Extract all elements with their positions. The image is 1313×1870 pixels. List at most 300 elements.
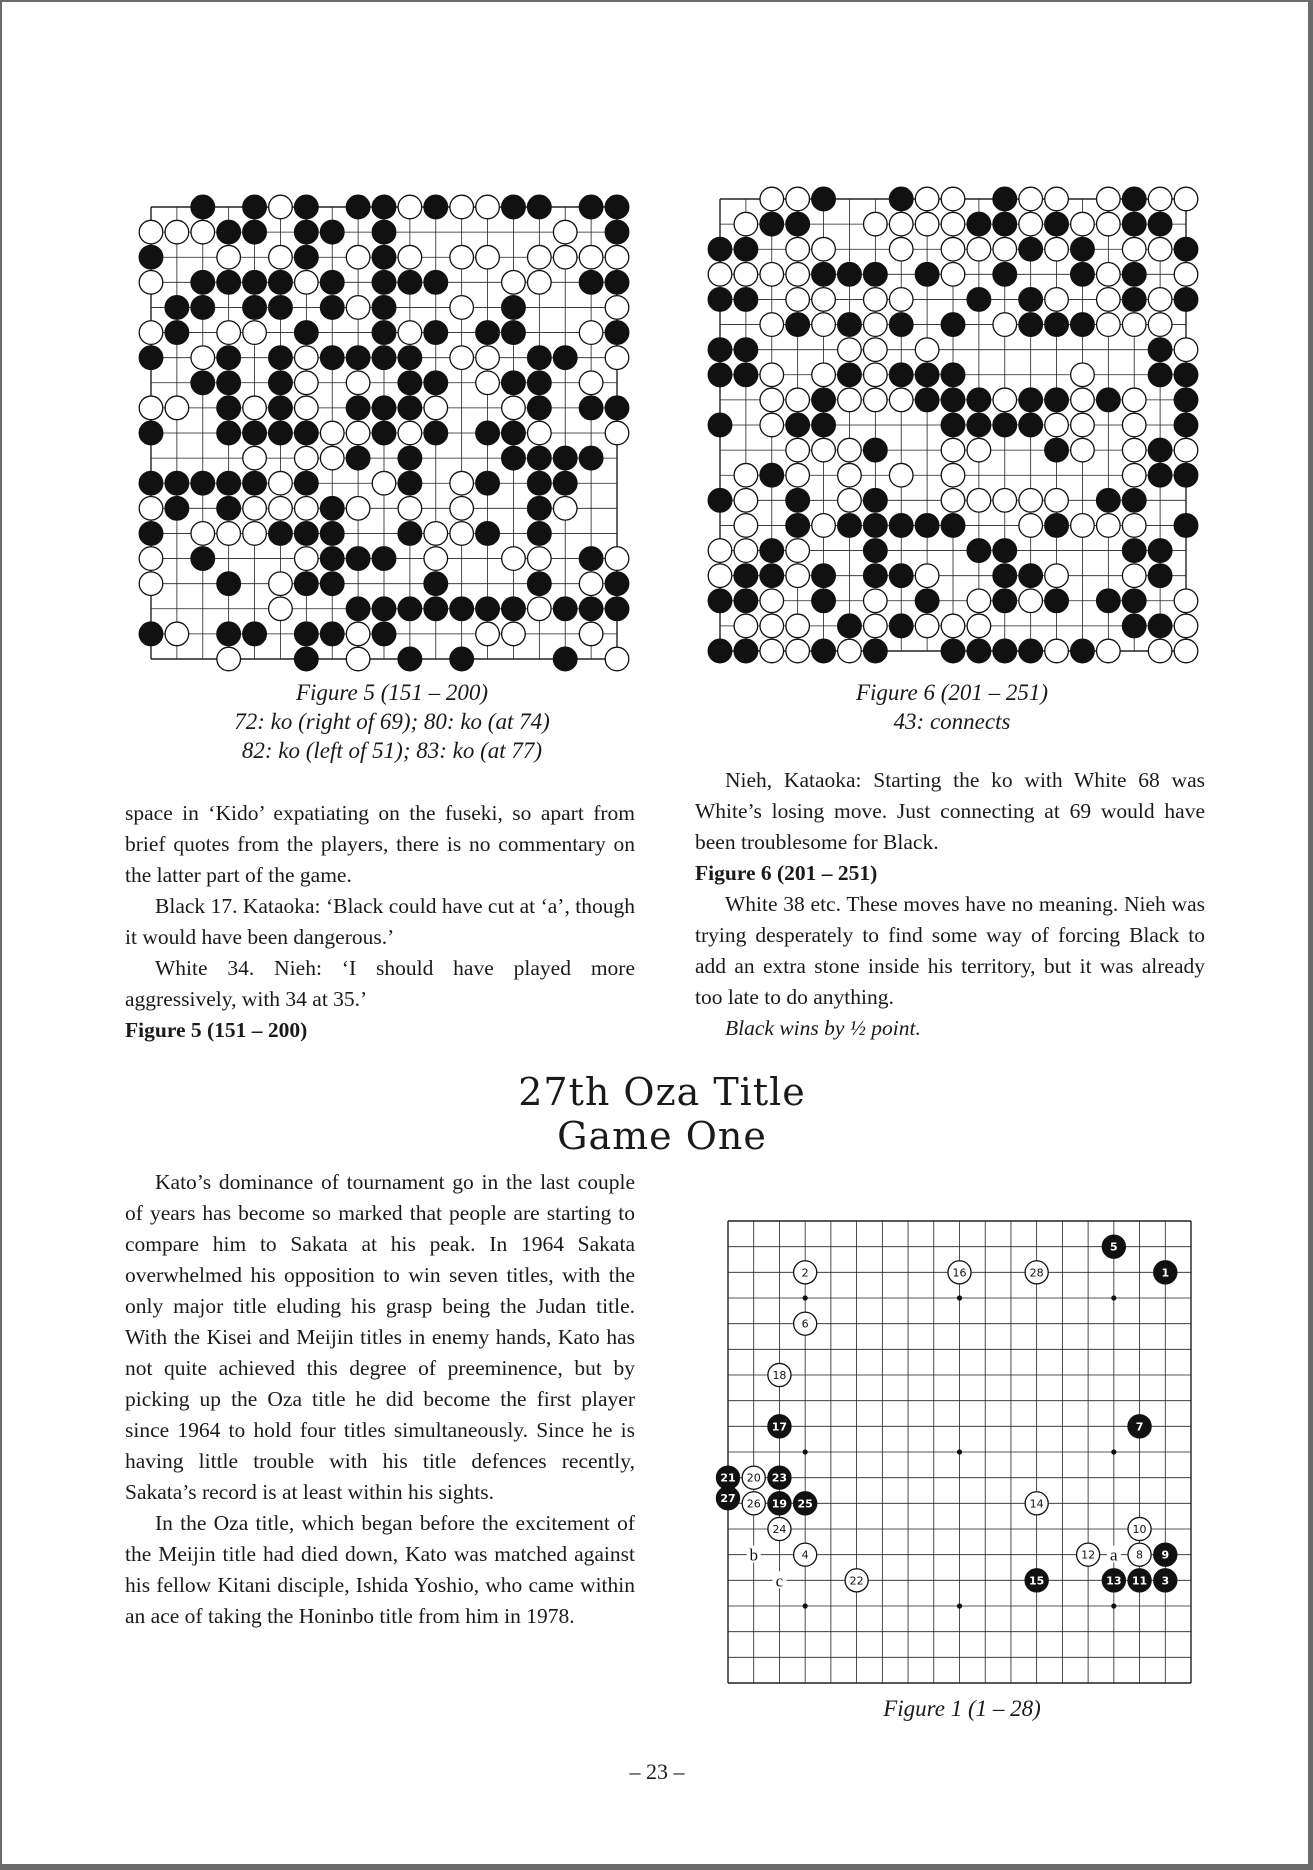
- white-stone: [1122, 463, 1146, 487]
- figure-6-caption-title: Figure 6 (201 – 251): [855, 680, 1049, 705]
- white-stone: [579, 245, 603, 269]
- black-stone: [320, 220, 344, 244]
- black-stone: [864, 263, 888, 287]
- black-stone: [708, 639, 732, 663]
- white-stone: [450, 522, 474, 546]
- white-stone: [1148, 313, 1172, 337]
- black-stone: [864, 539, 888, 563]
- black-stone: [915, 263, 939, 287]
- white-stone: [320, 446, 344, 470]
- black-stone: [320, 497, 344, 521]
- section-heading: Figure 6 (201 – 251): [695, 861, 878, 885]
- black-stone: [424, 321, 448, 345]
- black-stone: [424, 572, 448, 596]
- black-stone: [269, 421, 293, 445]
- black-stone: [372, 245, 396, 269]
- white-stone: [450, 245, 474, 269]
- black-stone: [734, 338, 758, 362]
- black-stone: [967, 413, 991, 437]
- star-point: [803, 1603, 808, 1608]
- paragraph: Black 17. Kataoka: ‘Black could have cut at ‘a’, though it would have been dangerous.’: [125, 894, 635, 949]
- white-stone: [993, 489, 1017, 513]
- white-stone: [838, 438, 862, 462]
- black-stone: [708, 413, 732, 437]
- black-stone: [1174, 237, 1198, 261]
- black-stone: [372, 220, 396, 244]
- white-stone: [786, 237, 810, 261]
- black-stone: [217, 471, 241, 495]
- black-stone: [915, 589, 939, 613]
- black-stone: [1019, 237, 1043, 261]
- white-stone: [243, 446, 267, 470]
- black-stone: [217, 421, 241, 445]
- figure-5-caption-note-2: 82: ko (left of 51); 83: ko (at 77): [241, 738, 543, 763]
- black-stone: [139, 471, 163, 495]
- black-stone: [1148, 363, 1172, 387]
- white-stone: [269, 572, 293, 596]
- white-stone: [967, 438, 991, 462]
- black-stone: [1071, 313, 1095, 337]
- black-stone: [217, 572, 241, 596]
- black-stone: [139, 522, 163, 546]
- black-stone: [372, 597, 396, 621]
- white-stone: [760, 388, 784, 412]
- white-stone: [528, 547, 552, 571]
- black-stone: [139, 421, 163, 445]
- black-stone: [217, 346, 241, 370]
- white-stone: [1122, 388, 1146, 412]
- white-stone: [1174, 438, 1198, 462]
- black-stone: [1122, 187, 1146, 211]
- black-stone: [812, 388, 836, 412]
- black-stone: [398, 346, 422, 370]
- white-stone: [346, 622, 370, 646]
- white-stone: [1045, 288, 1069, 312]
- white-stone: [269, 245, 293, 269]
- black-stone: [217, 622, 241, 646]
- black-stone: [553, 597, 577, 621]
- black-stone: [1122, 614, 1146, 638]
- black-stone: [864, 489, 888, 513]
- figure-5-caption: [177, 678, 607, 765]
- black-stone: [760, 564, 784, 588]
- black-stone: [372, 421, 396, 445]
- black-stone: [269, 296, 293, 320]
- black-stone: [320, 572, 344, 596]
- white-stone: [502, 622, 526, 646]
- black-stone: [967, 212, 991, 236]
- black-stone: [165, 497, 189, 521]
- black-stone: [993, 413, 1017, 437]
- white-stone: [708, 263, 732, 287]
- white-stone: [760, 263, 784, 287]
- white-stone: [605, 296, 629, 320]
- black-stone: [295, 245, 319, 269]
- black-stone: [786, 212, 810, 236]
- white-stone: [760, 614, 784, 638]
- black-stone: [993, 639, 1017, 663]
- move-number: 16: [952, 1266, 967, 1280]
- white-stone: [295, 497, 319, 521]
- move-number: 9: [1161, 1548, 1170, 1562]
- move-number: 27: [720, 1492, 736, 1506]
- black-stone: [346, 547, 370, 571]
- white-stone: [528, 245, 552, 269]
- black-stone: [838, 614, 862, 638]
- white-stone: [941, 263, 965, 287]
- black-stone: [812, 413, 836, 437]
- black-stone: [1045, 589, 1069, 613]
- black-stone: [760, 463, 784, 487]
- white-stone: [760, 413, 784, 437]
- move-number: 18: [772, 1369, 787, 1382]
- black-stone: [528, 195, 552, 219]
- black-stone: [502, 446, 526, 470]
- black-stone: [812, 589, 836, 613]
- black-stone: [372, 271, 396, 295]
- white-stone: [605, 647, 629, 671]
- black-stone: [372, 547, 396, 571]
- black-stone: [889, 514, 913, 538]
- star-point: [1111, 1449, 1116, 1454]
- black-stone: [398, 271, 422, 295]
- white-stone: [1122, 313, 1146, 337]
- black-stone: [579, 547, 603, 571]
- white-stone: [450, 195, 474, 219]
- black-stone: [993, 589, 1017, 613]
- black-stone: [1148, 539, 1172, 563]
- white-stone: [1122, 413, 1146, 437]
- article-title-line-1: 27th Oza Title: [518, 1070, 806, 1114]
- white-stone: [450, 346, 474, 370]
- black-stone: [838, 363, 862, 387]
- white-stone: [605, 421, 629, 445]
- black-stone: [372, 321, 396, 345]
- black-stone: [295, 647, 319, 671]
- black-stone: [139, 346, 163, 370]
- black-stone: [372, 296, 396, 320]
- move-number: 21: [720, 1471, 736, 1485]
- white-stone: [1174, 338, 1198, 362]
- white-stone: [864, 313, 888, 337]
- black-stone: [217, 497, 241, 521]
- move-number: 10: [1132, 1523, 1147, 1536]
- black-stone: [191, 271, 215, 295]
- white-stone: [838, 639, 862, 663]
- white-stone: [838, 463, 862, 487]
- move-number: 20: [746, 1471, 761, 1485]
- white-stone: [579, 622, 603, 646]
- paragraph: Kato’s dominance of tournament go in the last couple of years has become so marked that people are starting to compare him to Sakata at his peak. In 1964 Sakata overwhelmed his opposition to win seven titles, with the only major title eluding his grasp being the Judan title. With the Kisei and Meijin titles in enemy hands, Kato has not quite achieved this degree of preeminence, but by picking up the Oza title he did become the first player since 1964 to hold four titles simultaneously. Since he is having little trouble with his title defences recently, Sakata’s record is at least within his sights.: [125, 1170, 635, 1504]
- white-stone: [424, 522, 448, 546]
- white-stone: [1148, 187, 1172, 211]
- point-label: c: [775, 1571, 784, 1591]
- move-number: 8: [1136, 1548, 1144, 1562]
- black-stone: [320, 271, 344, 295]
- star-point: [1111, 1295, 1116, 1300]
- black-stone: [398, 446, 422, 470]
- white-stone: [1045, 564, 1069, 588]
- white-stone: [786, 388, 810, 412]
- white-stone: [605, 346, 629, 370]
- result-line: Black wins by ½ point.: [725, 1016, 921, 1040]
- black-stone: [1097, 388, 1121, 412]
- move-number: 14: [1029, 1497, 1044, 1511]
- black-stone: [1019, 639, 1043, 663]
- white-stone: [398, 421, 422, 445]
- white-stone: [941, 614, 965, 638]
- white-stone: [941, 237, 965, 261]
- white-stone: [1019, 489, 1043, 513]
- white-stone: [786, 564, 810, 588]
- black-stone: [708, 363, 732, 387]
- black-stone: [1045, 388, 1069, 412]
- white-stone: [1019, 589, 1043, 613]
- white-stone: [217, 522, 241, 546]
- white-stone: [165, 220, 189, 244]
- white-stone: [269, 195, 293, 219]
- white-stone: [217, 647, 241, 671]
- white-stone: [812, 237, 836, 261]
- white-stone: [139, 572, 163, 596]
- white-stone: [1019, 212, 1043, 236]
- black-stone: [243, 271, 267, 295]
- white-stone: [941, 463, 965, 487]
- black-stone: [1019, 288, 1043, 312]
- black-stone: [734, 288, 758, 312]
- white-stone: [1019, 187, 1043, 211]
- black-stone: [1174, 413, 1198, 437]
- white-stone: [993, 237, 1017, 261]
- black-stone: [372, 195, 396, 219]
- white-stone: [139, 497, 163, 521]
- white-stone: [243, 522, 267, 546]
- black-stone: [502, 421, 526, 445]
- white-stone: [786, 614, 810, 638]
- black-stone: [993, 539, 1017, 563]
- white-stone: [295, 396, 319, 420]
- white-stone: [320, 421, 344, 445]
- white-stone: [786, 187, 810, 211]
- left-column-text: [125, 798, 635, 1046]
- black-stone: [424, 597, 448, 621]
- black-stone: [476, 597, 500, 621]
- black-stone: [553, 446, 577, 470]
- black-stone: [295, 220, 319, 244]
- white-stone: [476, 346, 500, 370]
- black-stone: [346, 446, 370, 470]
- black-stone: [864, 438, 888, 462]
- black-stone: [243, 195, 267, 219]
- white-stone: [1071, 388, 1095, 412]
- paragraph: In the Oza title, which began before the excitement of the Meijin title had died down, Kato was matched against his fellow Kitani disciple, Ishida Yoshio, who came within an ace of taking the Honinbo title from him in 1978.: [125, 1511, 635, 1628]
- black-stone: [708, 288, 732, 312]
- white-stone: [941, 212, 965, 236]
- black-stone: [450, 647, 474, 671]
- white-stone: [1097, 212, 1121, 236]
- black-stone: [398, 647, 422, 671]
- black-stone: [786, 514, 810, 538]
- white-stone: [1097, 288, 1121, 312]
- white-stone: [864, 388, 888, 412]
- black-stone: [1122, 288, 1146, 312]
- black-stone: [889, 187, 913, 211]
- black-stone: [528, 572, 552, 596]
- white-stone: [1174, 263, 1198, 287]
- white-stone: [760, 187, 784, 211]
- white-stone: [734, 212, 758, 236]
- black-stone: [528, 396, 552, 420]
- white-stone: [139, 321, 163, 345]
- white-stone: [967, 489, 991, 513]
- white-stone: [243, 321, 267, 345]
- white-stone: [553, 245, 577, 269]
- white-stone: [553, 220, 577, 244]
- move-number: 19: [771, 1497, 788, 1511]
- white-stone: [786, 438, 810, 462]
- black-stone: [1174, 363, 1198, 387]
- black-stone: [993, 187, 1017, 211]
- white-stone: [915, 187, 939, 211]
- white-stone: [708, 539, 732, 563]
- black-stone: [889, 564, 913, 588]
- white-stone: [1071, 438, 1095, 462]
- move-number: 7: [1135, 1420, 1144, 1434]
- black-stone: [295, 572, 319, 596]
- white-stone: [967, 614, 991, 638]
- white-stone: [838, 489, 862, 513]
- white-stone: [864, 212, 888, 236]
- black-stone: [269, 371, 293, 395]
- star-point: [1111, 1603, 1116, 1608]
- white-stone: [139, 396, 163, 420]
- black-stone: [579, 597, 603, 621]
- black-stone: [165, 296, 189, 320]
- black-stone: [269, 346, 293, 370]
- white-stone: [1045, 413, 1069, 437]
- white-stone: [269, 471, 293, 495]
- white-stone: [1045, 489, 1069, 513]
- black-stone: [1097, 489, 1121, 513]
- white-stone: [1019, 514, 1043, 538]
- white-stone: [760, 639, 784, 663]
- black-stone: [941, 363, 965, 387]
- white-stone: [786, 263, 810, 287]
- white-stone: [1045, 237, 1069, 261]
- black-stone: [528, 497, 552, 521]
- black-stone: [1045, 514, 1069, 538]
- black-stone: [320, 296, 344, 320]
- black-stone: [346, 597, 370, 621]
- black-stone: [605, 597, 629, 621]
- black-stone: [243, 421, 267, 445]
- black-stone: [838, 313, 862, 337]
- white-stone: [579, 572, 603, 596]
- article-title: [432, 1070, 892, 1158]
- black-stone: [269, 271, 293, 295]
- paragraph: White 38 etc. These moves have no meaning. Nieh was trying desperately to find some way of forcing Black to add an extra stone inside his territory, but it was already too late to do anything.: [695, 892, 1205, 1009]
- move-number: 4: [801, 1548, 809, 1562]
- black-stone: [217, 271, 241, 295]
- black-stone: [1148, 614, 1172, 638]
- white-stone: [734, 263, 758, 287]
- white-stone: [1071, 413, 1095, 437]
- white-stone: [915, 614, 939, 638]
- black-stone: [734, 363, 758, 387]
- black-stone: [398, 597, 422, 621]
- black-stone: [889, 614, 913, 638]
- black-stone: [217, 371, 241, 395]
- black-stone: [424, 371, 448, 395]
- black-stone: [708, 589, 732, 613]
- black-stone: [502, 195, 526, 219]
- move-number: 28: [1029, 1266, 1044, 1280]
- white-stone: [139, 271, 163, 295]
- black-stone: [941, 639, 965, 663]
- black-stone: [243, 471, 267, 495]
- white-stone: [941, 187, 965, 211]
- figure-1-caption: [842, 1694, 1082, 1723]
- black-stone: [605, 220, 629, 244]
- white-stone: [812, 313, 836, 337]
- black-stone: [579, 446, 603, 470]
- black-stone: [1122, 539, 1146, 563]
- white-stone: [1148, 288, 1172, 312]
- white-stone: [967, 589, 991, 613]
- black-stone: [398, 522, 422, 546]
- point-label: b: [749, 1545, 758, 1565]
- black-stone: [191, 371, 215, 395]
- black-stone: [1174, 288, 1198, 312]
- black-stone: [1174, 463, 1198, 487]
- right-column-text: [695, 765, 1205, 1044]
- white-stone: [476, 245, 500, 269]
- black-stone: [502, 296, 526, 320]
- move-number: 6: [801, 1317, 809, 1331]
- black-stone: [1148, 438, 1172, 462]
- white-stone: [165, 622, 189, 646]
- black-stone: [605, 271, 629, 295]
- black-stone: [734, 564, 758, 588]
- white-stone: [424, 547, 448, 571]
- black-stone: [1045, 212, 1069, 236]
- white-stone: [295, 446, 319, 470]
- black-stone: [915, 388, 939, 412]
- white-stone: [889, 212, 913, 236]
- white-stone: [346, 296, 370, 320]
- white-stone: [993, 313, 1017, 337]
- black-stone: [191, 547, 215, 571]
- black-stone: [553, 471, 577, 495]
- figure-5-caption-title: Figure 5 (151 – 200): [295, 680, 489, 705]
- black-stone: [1174, 388, 1198, 412]
- white-stone: [864, 338, 888, 362]
- black-stone: [398, 471, 422, 495]
- white-stone: [941, 438, 965, 462]
- white-stone: [346, 647, 370, 671]
- black-stone: [165, 321, 189, 345]
- white-stone: [708, 564, 732, 588]
- black-stone: [915, 363, 939, 387]
- black-stone: [812, 263, 836, 287]
- black-stone: [346, 346, 370, 370]
- black-stone: [320, 547, 344, 571]
- white-stone: [295, 271, 319, 295]
- white-stone: [398, 321, 422, 345]
- white-stone: [1045, 187, 1069, 211]
- black-stone: [915, 514, 939, 538]
- white-stone: [1097, 514, 1121, 538]
